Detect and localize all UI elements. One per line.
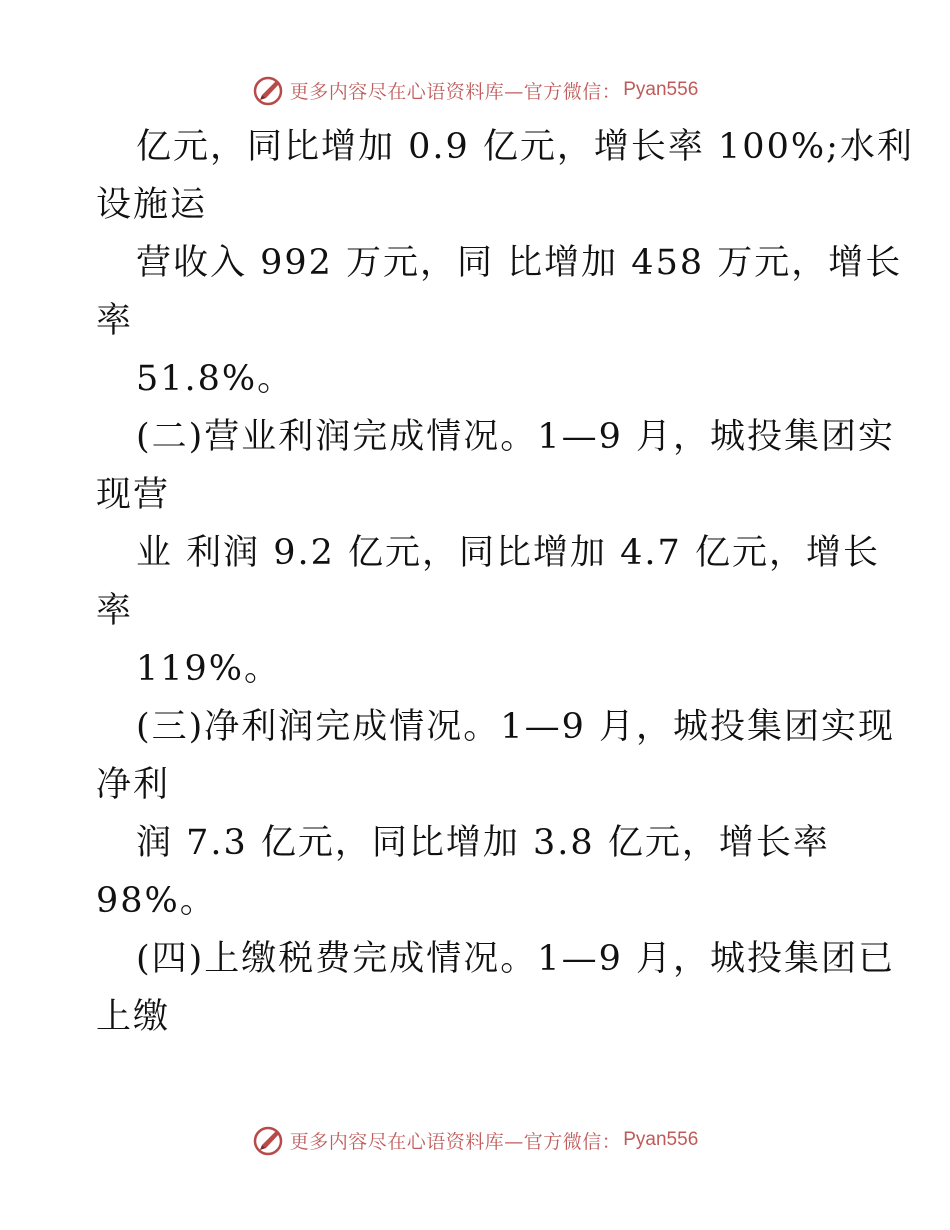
body-line: (二)营业利润完成情况。1—9 月，城投集团实 bbox=[136, 417, 895, 457]
body-line: (四)上缴税费完成情况。1—9 月，城投集团已 bbox=[136, 939, 895, 979]
watermark-text: 更多内容尽在心语资料库—官方微信： bbox=[289, 80, 622, 103]
body-line: 98%。 bbox=[96, 881, 217, 921]
body-line: 率 bbox=[96, 591, 134, 631]
header-watermark bbox=[0, 70, 950, 110]
body-line: (三)净利润完成情况。1—9 月，城投集团实现 bbox=[136, 707, 895, 747]
body-line: 现营 bbox=[96, 475, 171, 515]
watermark-id: Pyan556 bbox=[623, 79, 699, 100]
body-line: 设施运 bbox=[96, 185, 208, 225]
footer-watermark bbox=[0, 1120, 950, 1160]
body-line: 51.8%。 bbox=[136, 359, 295, 399]
body-line: 上缴 bbox=[96, 997, 171, 1037]
watermark-id: Pyan556 bbox=[623, 1129, 699, 1150]
body-line: 119%。 bbox=[136, 649, 282, 689]
pen-logo-icon bbox=[252, 1123, 286, 1157]
body-line: 润 7.3 亿元，同比增加 3.8 亿元，增长率 bbox=[136, 823, 830, 863]
body-line: 业 利润 9.2 亿元，同比增加 4.7 亿元，增长 bbox=[136, 533, 880, 573]
document-body bbox=[96, 118, 914, 1046]
body-line: 营收入 992 万元，同 比增加 458 万元，增长 bbox=[136, 243, 903, 283]
body-line: 净利 bbox=[96, 765, 171, 805]
body-line: 率 bbox=[96, 301, 134, 341]
pen-logo-icon bbox=[252, 73, 286, 107]
watermark-text: 更多内容尽在心语资料库—官方微信： bbox=[289, 1130, 622, 1153]
body-line: 亿元，同比增加 0.9 亿元，增长率 100%;水利 bbox=[136, 127, 914, 167]
